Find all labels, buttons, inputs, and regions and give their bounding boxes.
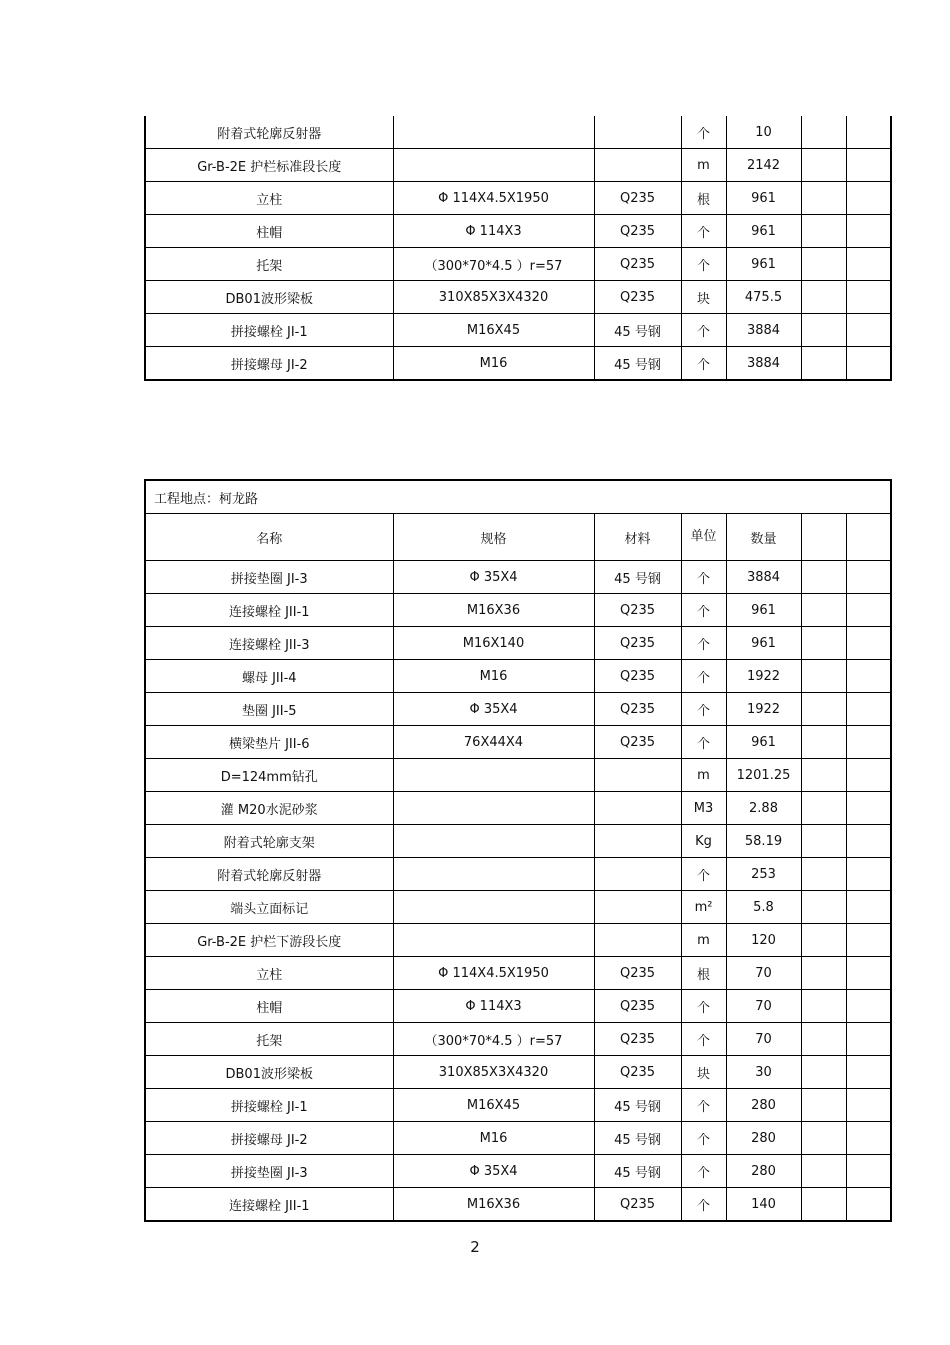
cell-blank-1 xyxy=(801,858,846,891)
cell-blank-1 xyxy=(801,1188,846,1222)
cell-blank-1 xyxy=(801,561,846,594)
cell-quantity: 70 xyxy=(726,990,801,1023)
table-row xyxy=(145,149,891,182)
cell-blank-1 xyxy=(801,314,846,347)
cell-unit: 个 xyxy=(681,248,726,281)
cell-name: 附着式轮廓支架 xyxy=(145,825,393,858)
cell-blank-2 xyxy=(846,182,891,215)
cell-spec: M16X36 xyxy=(393,594,594,627)
cell-blank-2 xyxy=(846,957,891,990)
cell-blank-2 xyxy=(846,347,891,381)
cell-unit: 个 xyxy=(681,627,726,660)
table-row xyxy=(145,1089,891,1122)
cell-quantity: 1922 xyxy=(726,693,801,726)
cell-blank-1 xyxy=(801,182,846,215)
table-row xyxy=(145,891,891,924)
table-row xyxy=(145,561,891,594)
cell-blank-2 xyxy=(846,1056,891,1089)
cell-blank-2 xyxy=(846,594,891,627)
cell-blank-1 xyxy=(801,1056,846,1089)
cell-material: 45 号钢 xyxy=(594,561,681,594)
cell-name: 端头立面标记 xyxy=(145,891,393,924)
cell-spec: （300*70*4.5 ）r=57 xyxy=(393,248,594,281)
cell-unit: 块 xyxy=(681,281,726,314)
cell-material xyxy=(594,792,681,825)
cell-blank-1 xyxy=(801,281,846,314)
cell-blank-2 xyxy=(846,1188,891,1222)
cell-blank-2 xyxy=(846,990,891,1023)
cell-quantity: 10 xyxy=(726,116,801,149)
cell-blank-2 xyxy=(846,314,891,347)
table-row xyxy=(145,858,891,891)
cell-blank-2 xyxy=(846,858,891,891)
cell-blank-1 xyxy=(801,347,846,381)
cell-blank-2 xyxy=(846,116,891,149)
cell-unit: 个 xyxy=(681,594,726,627)
cell-quantity: 3884 xyxy=(726,561,801,594)
cell-unit: m xyxy=(681,759,726,792)
cell-unit: m xyxy=(681,149,726,182)
cell-spec: M16X45 xyxy=(393,1089,594,1122)
table-row xyxy=(145,759,891,792)
cell-blank-2 xyxy=(846,792,891,825)
cell-blank-2 xyxy=(846,693,891,726)
cell-name: 柱帽 xyxy=(145,990,393,1023)
table-row xyxy=(145,660,891,693)
cell-name: 灌 M20水泥砂浆 xyxy=(145,792,393,825)
cell-spec: （300*70*4.5 ）r=57 xyxy=(393,1023,594,1056)
cell-name: 螺母 JII-4 xyxy=(145,660,393,693)
cell-material: 45 号钢 xyxy=(594,1155,681,1188)
cell-material: Q235 xyxy=(594,957,681,990)
cell-spec: Φ 114X3 xyxy=(393,990,594,1023)
cell-spec: Φ 114X3 xyxy=(393,215,594,248)
cell-spec: M16X140 xyxy=(393,627,594,660)
cell-blank-1 xyxy=(801,248,846,281)
cell-material: Q235 xyxy=(594,990,681,1023)
cell-blank-2 xyxy=(846,1089,891,1122)
table-row xyxy=(145,281,891,314)
table-row xyxy=(145,314,891,347)
cell-name: 连接螺栓 JII-3 xyxy=(145,627,393,660)
cell-quantity: 58.19 xyxy=(726,825,801,858)
cell-quantity: 5.8 xyxy=(726,891,801,924)
cell-unit: 个 xyxy=(681,1023,726,1056)
cell-spec: Φ 114X4.5X1950 xyxy=(393,182,594,215)
cell-spec: Φ 114X4.5X1950 xyxy=(393,957,594,990)
cell-unit: m² xyxy=(681,891,726,924)
cell-name: DB01波形梁板 xyxy=(145,1056,393,1089)
cell-name: 附着式轮廓反射器 xyxy=(145,116,393,149)
cell-blank-1 xyxy=(801,1089,846,1122)
cell-blank-1 xyxy=(801,924,846,957)
cell-quantity: 253 xyxy=(726,858,801,891)
cell-name: 横梁垫片 JII-6 xyxy=(145,726,393,759)
cell-quantity: 120 xyxy=(726,924,801,957)
cell-quantity: 961 xyxy=(726,248,801,281)
cell-blank-2 xyxy=(846,248,891,281)
cell-spec: M16 xyxy=(393,660,594,693)
cell-blank-2 xyxy=(846,825,891,858)
cell-name: 拼接垫圈 JI-3 xyxy=(145,561,393,594)
cell-spec: 310X85X3X4320 xyxy=(393,1056,594,1089)
cell-blank-2 xyxy=(846,149,891,182)
cell-blank-1 xyxy=(801,215,846,248)
cell-spec: Φ 35X4 xyxy=(393,1155,594,1188)
cell-blank-2 xyxy=(846,924,891,957)
cell-material: Q235 xyxy=(594,1056,681,1089)
table-row xyxy=(145,248,891,281)
cell-spec: M16 xyxy=(393,1122,594,1155)
cell-material xyxy=(594,825,681,858)
cell-material xyxy=(594,759,681,792)
cell-name: D=124mm钻孔 xyxy=(145,759,393,792)
cell-blank-2 xyxy=(846,726,891,759)
cell-spec xyxy=(393,759,594,792)
header-blank-1 xyxy=(801,514,846,561)
cell-unit: m xyxy=(681,924,726,957)
cell-quantity: 961 xyxy=(726,627,801,660)
cell-quantity: 280 xyxy=(726,1089,801,1122)
cell-unit: 个 xyxy=(681,347,726,381)
cell-spec: Φ 35X4 xyxy=(393,561,594,594)
table-row xyxy=(145,116,891,149)
cell-material: Q235 xyxy=(594,726,681,759)
cell-quantity: 140 xyxy=(726,1188,801,1222)
cell-material: 45 号钢 xyxy=(594,1089,681,1122)
table-row xyxy=(145,924,891,957)
cell-blank-1 xyxy=(801,116,846,149)
cell-spec xyxy=(393,858,594,891)
cell-material: Q235 xyxy=(594,627,681,660)
cell-unit: 根 xyxy=(681,182,726,215)
header-unit: 单位 xyxy=(681,514,726,561)
cell-material xyxy=(594,149,681,182)
cell-name: 连接螺栓 JII-1 xyxy=(145,1188,393,1222)
cell-blank-1 xyxy=(801,726,846,759)
cell-unit: M3 xyxy=(681,792,726,825)
cell-blank-2 xyxy=(846,759,891,792)
cell-blank-1 xyxy=(801,990,846,1023)
cell-unit: 个 xyxy=(681,116,726,149)
cell-unit: 个 xyxy=(681,858,726,891)
cell-name: 拼接螺母 JI-2 xyxy=(145,347,393,381)
cell-name: 拼接螺栓 JI-1 xyxy=(145,314,393,347)
cell-blank-2 xyxy=(846,627,891,660)
materials-table-kelong-road xyxy=(144,479,892,1222)
cell-spec xyxy=(393,116,594,149)
cell-material: 45 号钢 xyxy=(594,314,681,347)
cell-blank-2 xyxy=(846,1023,891,1056)
cell-quantity: 2.88 xyxy=(726,792,801,825)
table-row xyxy=(145,1122,891,1155)
table-row xyxy=(145,825,891,858)
cell-material: Q235 xyxy=(594,248,681,281)
cell-material: Q235 xyxy=(594,660,681,693)
cell-blank-1 xyxy=(801,1023,846,1056)
cell-unit: 个 xyxy=(681,1188,726,1222)
table-row xyxy=(145,792,891,825)
cell-spec: Φ 35X4 xyxy=(393,693,594,726)
cell-blank-1 xyxy=(801,759,846,792)
cell-blank-2 xyxy=(846,281,891,314)
cell-spec xyxy=(393,924,594,957)
cell-blank-1 xyxy=(801,825,846,858)
header-name: 名称 xyxy=(145,514,393,561)
cell-quantity: 1201.25 xyxy=(726,759,801,792)
cell-blank-2 xyxy=(846,561,891,594)
cell-material: Q235 xyxy=(594,182,681,215)
cell-quantity: 961 xyxy=(726,594,801,627)
cell-blank-2 xyxy=(846,891,891,924)
cell-material xyxy=(594,924,681,957)
cell-spec xyxy=(393,825,594,858)
cell-unit: 个 xyxy=(681,1155,726,1188)
header-row xyxy=(145,514,891,561)
cell-spec xyxy=(393,891,594,924)
cell-blank-1 xyxy=(801,660,846,693)
cell-quantity: 280 xyxy=(726,1155,801,1188)
table-row xyxy=(145,990,891,1023)
cell-material: Q235 xyxy=(594,1023,681,1056)
cell-material: 45 号钢 xyxy=(594,1122,681,1155)
cell-spec xyxy=(393,792,594,825)
cell-material xyxy=(594,116,681,149)
table-row xyxy=(145,215,891,248)
location-row xyxy=(145,480,891,514)
cell-name: 拼接螺栓 JI-1 xyxy=(145,1089,393,1122)
cell-unit: 个 xyxy=(681,693,726,726)
cell-unit: 个 xyxy=(681,660,726,693)
cell-blank-1 xyxy=(801,1122,846,1155)
cell-name: 托架 xyxy=(145,1023,393,1056)
cell-name: 立柱 xyxy=(145,957,393,990)
cell-material xyxy=(594,891,681,924)
cell-blank-1 xyxy=(801,792,846,825)
cell-unit: 根 xyxy=(681,957,726,990)
cell-quantity: 280 xyxy=(726,1122,801,1155)
table-row xyxy=(145,1155,891,1188)
header-spec: 规格 xyxy=(393,514,594,561)
table-row xyxy=(145,627,891,660)
project-location: 工程地点：柯龙路 xyxy=(145,480,891,514)
cell-name: 垫圈 JII-5 xyxy=(145,693,393,726)
cell-unit: 个 xyxy=(681,215,726,248)
table-row xyxy=(145,1188,891,1222)
cell-name: Gr-B-2E 护栏下游段长度 xyxy=(145,924,393,957)
header-quantity: 数量 xyxy=(726,514,801,561)
table-row xyxy=(145,1056,891,1089)
cell-quantity: 1922 xyxy=(726,660,801,693)
cell-quantity: 961 xyxy=(726,182,801,215)
table-row xyxy=(145,182,891,215)
materials-table-body xyxy=(145,116,891,380)
cell-spec xyxy=(393,149,594,182)
cell-blank-2 xyxy=(846,660,891,693)
cell-name: 托架 xyxy=(145,248,393,281)
cell-quantity: 2142 xyxy=(726,149,801,182)
cell-blank-2 xyxy=(846,215,891,248)
table-row xyxy=(145,957,891,990)
cell-name: 柱帽 xyxy=(145,215,393,248)
cell-unit: 个 xyxy=(681,561,726,594)
materials-table-continued xyxy=(144,116,892,381)
cell-quantity: 70 xyxy=(726,1023,801,1056)
cell-name: 立柱 xyxy=(145,182,393,215)
table-row xyxy=(145,594,891,627)
cell-material: Q235 xyxy=(594,215,681,248)
cell-name: 连接螺栓 JII-1 xyxy=(145,594,393,627)
cell-unit: Kg xyxy=(681,825,726,858)
table-row xyxy=(145,693,891,726)
cell-blank-1 xyxy=(801,1155,846,1188)
cell-spec: M16X45 xyxy=(393,314,594,347)
cell-spec: M16X36 xyxy=(393,1188,594,1222)
cell-unit: 个 xyxy=(681,1089,726,1122)
cell-name: 拼接螺母 JI-2 xyxy=(145,1122,393,1155)
cell-quantity: 961 xyxy=(726,215,801,248)
cell-blank-1 xyxy=(801,891,846,924)
cell-blank-1 xyxy=(801,594,846,627)
cell-blank-2 xyxy=(846,1122,891,1155)
cell-blank-2 xyxy=(846,1155,891,1188)
cell-name: 拼接垫圈 JI-3 xyxy=(145,1155,393,1188)
cell-unit: 个 xyxy=(681,990,726,1023)
cell-quantity: 961 xyxy=(726,726,801,759)
cell-quantity: 3884 xyxy=(726,347,801,381)
header-material: 材料 xyxy=(594,514,681,561)
cell-material xyxy=(594,858,681,891)
cell-blank-1 xyxy=(801,149,846,182)
table-row xyxy=(145,1023,891,1056)
table-row xyxy=(145,726,891,759)
cell-unit: 个 xyxy=(681,1122,726,1155)
cell-material: Q235 xyxy=(594,693,681,726)
cell-unit: 个 xyxy=(681,726,726,759)
cell-spec: 76X44X4 xyxy=(393,726,594,759)
page-number: 2 xyxy=(470,1238,480,1256)
cell-name: Gr-B-2E 护栏标准段长度 xyxy=(145,149,393,182)
cell-unit: 个 xyxy=(681,314,726,347)
cell-blank-1 xyxy=(801,627,846,660)
cell-spec: 310X85X3X4320 xyxy=(393,281,594,314)
cell-blank-1 xyxy=(801,693,846,726)
cell-material: Q235 xyxy=(594,594,681,627)
cell-unit: 块 xyxy=(681,1056,726,1089)
cell-quantity: 70 xyxy=(726,957,801,990)
cell-quantity: 475.5 xyxy=(726,281,801,314)
cell-name: 附着式轮廓反射器 xyxy=(145,858,393,891)
cell-material: 45 号钢 xyxy=(594,347,681,381)
table-row xyxy=(145,347,891,381)
cell-spec: M16 xyxy=(393,347,594,381)
cell-quantity: 30 xyxy=(726,1056,801,1089)
header-blank-2 xyxy=(846,514,891,561)
cell-name: DB01波形梁板 xyxy=(145,281,393,314)
materials-table-body xyxy=(145,561,891,1222)
cell-blank-1 xyxy=(801,957,846,990)
cell-material: Q235 xyxy=(594,1188,681,1222)
cell-quantity: 3884 xyxy=(726,314,801,347)
cell-material: Q235 xyxy=(594,281,681,314)
